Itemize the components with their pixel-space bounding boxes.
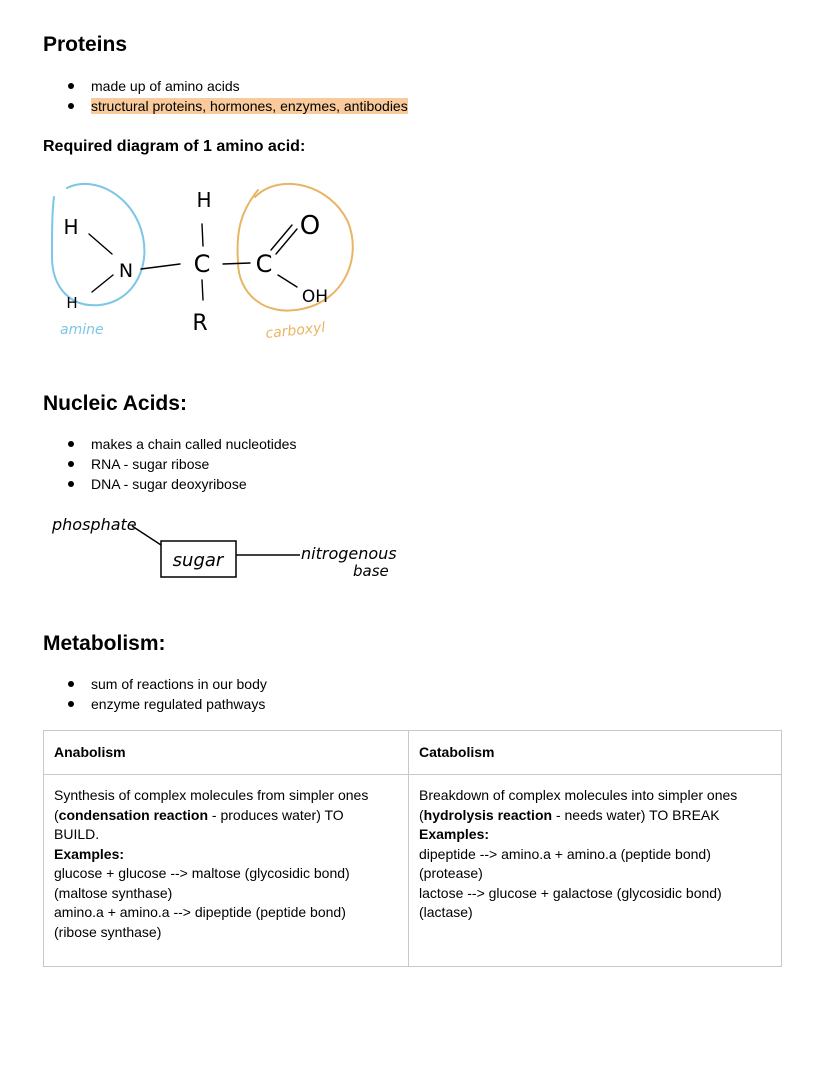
condensation-reaction-term: condensation reaction	[58, 806, 209, 823]
phosphate-label: phosphate	[52, 515, 137, 534]
anabolism-example: glucose + glucose --> maltose (glycosidic bond)	[54, 865, 350, 881]
list-item	[43, 434, 296, 454]
catabolism-term-note: - needs water) TO BREAK	[552, 806, 720, 823]
catabolism-examples-label: Examples:	[419, 826, 490, 842]
list-item	[43, 474, 296, 494]
catabolism-description: Breakdown of complex molecules into simpler ones	[419, 787, 738, 803]
catabolism-example: (protease)	[419, 865, 483, 881]
bullet-text: made up of amino acids	[91, 78, 240, 94]
table-header-row	[44, 731, 782, 775]
list-item	[43, 674, 267, 694]
atom-c-carboxyl: C	[255, 250, 273, 278]
bullet-text: RNA - sugar ribose	[91, 456, 210, 472]
sugar-label: sugar	[172, 550, 224, 571]
nucleic-acids-bullet-list	[43, 434, 296, 494]
anabolism-example: amino.a + amino.a --> dipeptide (peptide bond)	[54, 904, 346, 920]
metabolism-title: Metabolism:	[43, 632, 166, 655]
bullet-text: sum of reactions in our body	[91, 676, 267, 692]
catabolism-header: Catabolism	[409, 731, 782, 775]
atom-h-top: H	[196, 188, 212, 212]
atom-oh: OH	[301, 287, 329, 307]
proteins-title: Proteins	[43, 33, 128, 56]
nitrogenous-label: nitrogenous	[301, 544, 397, 563]
anabolism-example: (maltose synthase)	[54, 884, 173, 901]
hydrolysis-reaction-term: hydrolysis reaction	[423, 806, 553, 823]
table-row	[44, 775, 782, 967]
anabolism-example: (ribose synthase)	[54, 923, 162, 940]
anabolism-header: Anabolism	[44, 731, 409, 775]
amino-acid-diagram	[40, 172, 380, 352]
proteins-bullet-list	[43, 76, 408, 116]
atom-h-lower-left: H	[66, 294, 78, 312]
carboxyl-group-circle	[238, 184, 353, 311]
anabolism-examples-label: Examples:	[54, 845, 125, 862]
list-item	[43, 96, 408, 116]
anabolism-description: Synthesis of complex molecules from simpler ones	[54, 787, 369, 803]
nucleic-acids-title: Nucleic Acids:	[43, 392, 187, 415]
atom-n: N	[118, 260, 134, 282]
atom-o: O	[299, 211, 321, 241]
phosphate-sugar-bond	[132, 526, 161, 545]
list-item	[43, 694, 267, 714]
catabolism-cell	[409, 775, 782, 967]
bullet-text: DNA - sugar deoxyribose	[91, 476, 247, 492]
catabolism-example: dipeptide --> amino.a + amino.a (peptide bond)	[419, 845, 711, 862]
base-label: base	[353, 562, 389, 580]
amino-acid-diagram-heading: Required diagram of 1 amino acid:	[43, 138, 306, 155]
catabolism-reaction-line: (hydrolysis reaction - needs water) TO BREAK	[419, 806, 720, 823]
metabolism-table	[43, 730, 782, 967]
atom-h-upper-left: H	[63, 215, 79, 239]
amine-label: amine	[60, 322, 104, 338]
nucleotide-diagram	[50, 508, 420, 588]
list-item	[43, 454, 296, 474]
bullet-text: makes a chain called nucleotides	[91, 436, 297, 452]
anabolism-cell	[44, 775, 409, 967]
bullet-text: enzyme regulated pathways	[91, 696, 266, 712]
atom-r: R	[192, 311, 208, 336]
highlighted-bullet-text: structural proteins, hormones, enzymes, antibodies	[91, 98, 408, 114]
anabolism-term-note: - produces water) TO	[208, 806, 344, 823]
anabolism-reaction-line: (condensation reaction - produces water) TO	[54, 806, 344, 823]
carboxyl-label: carboxyl	[264, 319, 327, 342]
atom-c-center: C	[193, 250, 211, 278]
list-item	[43, 76, 408, 96]
catabolism-example: lactose --> glucose + galactose (glycosidic bond)	[419, 884, 722, 901]
metabolism-bullet-list	[43, 674, 267, 714]
catabolism-example: (lactase)	[419, 904, 473, 920]
anabolism-build-text: BUILD.	[54, 826, 100, 842]
